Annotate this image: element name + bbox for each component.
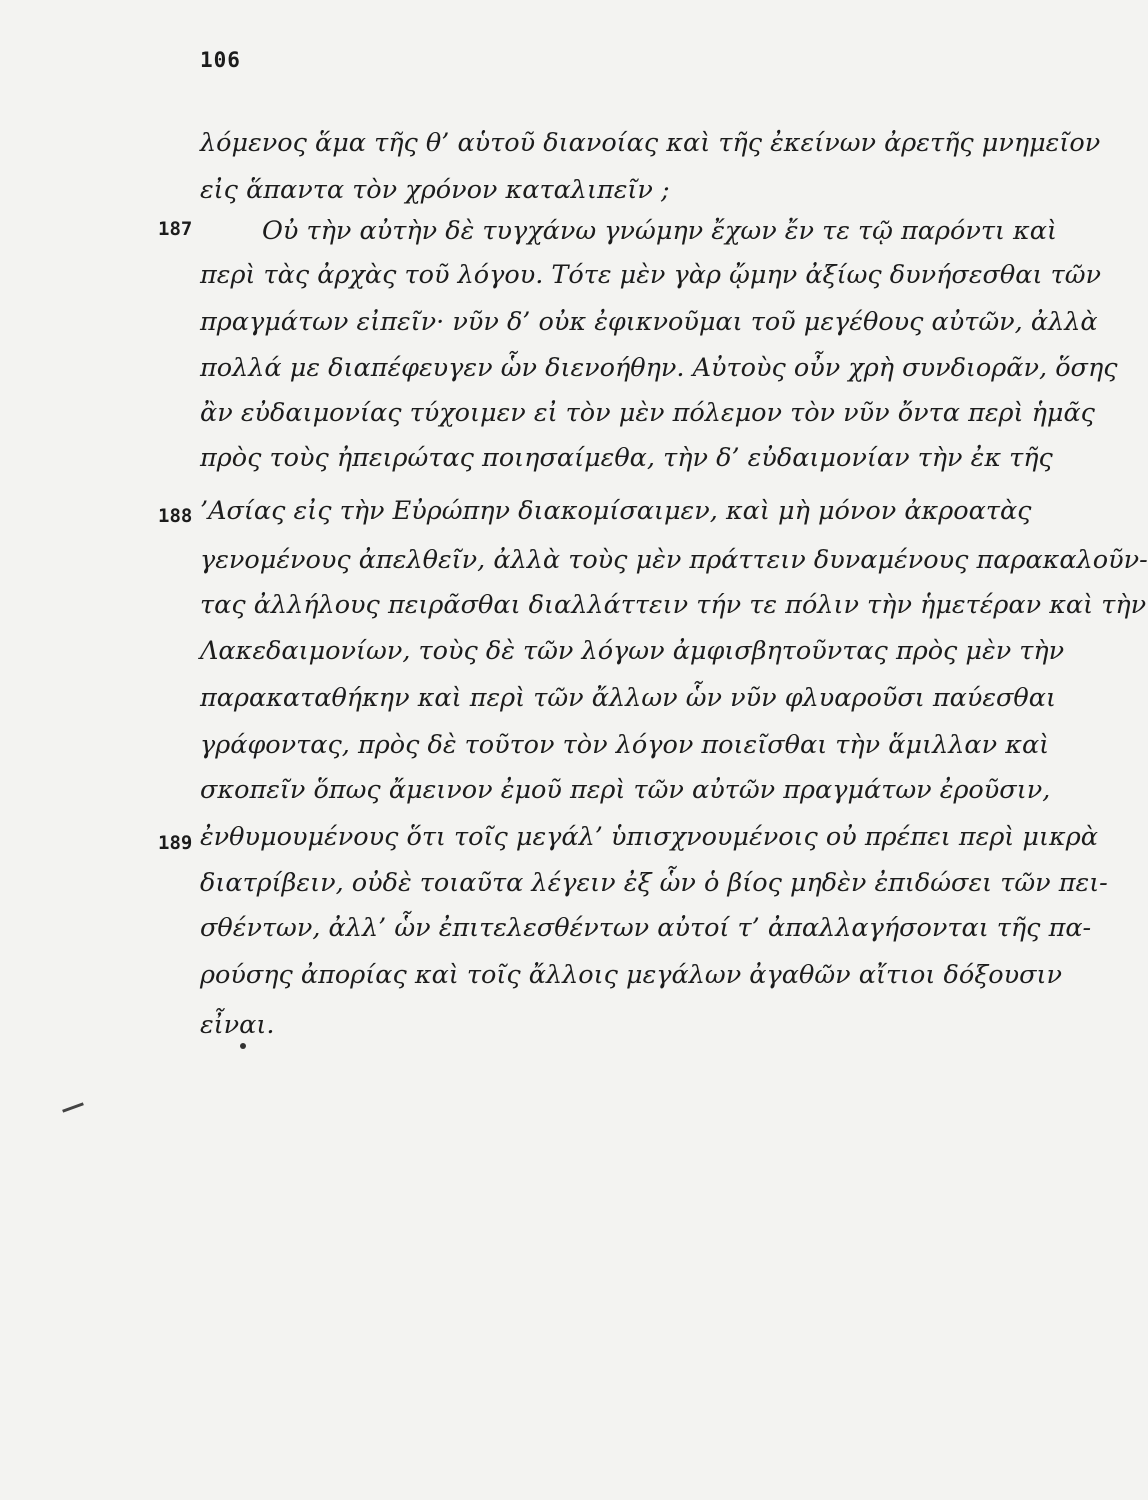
section-number-187: 187 <box>158 218 193 240</box>
ink-dot <box>240 1043 246 1049</box>
text-line: Λακεδαιμονίων, τοὺς δὲ τῶν λόγων ἀμφισβητοῦντας πρὸς μὲν τὴν <box>200 636 1065 666</box>
text-line: Οὐ τὴν αὐτὴν δὲ τυγχάνω γνώμην ἔχων ἔν τε τῷ παρόντι καὶ <box>262 216 1057 246</box>
text-line: γενομένους ἀπελθεῖν, ἀλλὰ τοὺς μὲν πράττειν δυναμένους παρακαλοῦν- <box>200 545 1148 575</box>
text-line: ρούσης ἀπορίας καὶ τοῖς ἄλλοις μεγάλων ἀγαθῶν αἴτιοι δόξουσιν <box>200 960 1063 990</box>
margin-ink-mark <box>62 1102 84 1112</box>
text-line: λόμενος ἅμα τῆς θ’ αὑτοῦ διανοίας καὶ τῆς ἐκείνων ἀρετῆς μνημεῖον <box>200 128 1101 158</box>
text-line: πραγμάτων εἰπεῖν· νῦν δ’ οὐκ ἐφικνοῦμαι τοῦ μεγέθους αὐτῶν, ἀλλὰ <box>200 307 1098 337</box>
text-line: εἶναι. <box>200 1010 275 1040</box>
text-line: σθέντων, ἀλλ’ ὧν ἐπιτελεσθέντων αὐτοί τ’ ἀπαλλαγήσονται τῆς πα- <box>200 913 1092 943</box>
text-line: διατρίβειν, οὐδὲ τοιαῦτα λέγειν ἐξ ὧν ὁ βίος μηδὲν ἐπιδώσει τῶν πει- <box>200 868 1108 898</box>
text-line: σκοπεῖν ὅπως ἄμεινον ἐμοῦ περὶ τῶν αὐτῶν πραγμάτων ἐροῦσιν, <box>200 775 1051 805</box>
text-line: τας ἀλλήλους πειρᾶσθαι διαλλάττειν τήν τε πόλιν τὴν ἡμετέραν καὶ τὴν <box>200 590 1147 620</box>
section-number-188: 188 <box>158 505 193 527</box>
section-number-189: 189 <box>158 832 193 854</box>
text-line: ἂν εὐδαιμονίας τύχοιμεν εἰ τὸν μὲν πόλεμον τὸν νῦν ὄντα περὶ ἡμᾶς <box>200 398 1095 428</box>
text-line: ’Ασίας εἰς τὴν Εὐρώπην διακομίσαιμεν, καὶ μὴ μόνον ἀκροατὰς <box>200 496 1032 526</box>
text-line: εἰς ἅπαντα τὸν χρόνον καταλιπεῖν ; <box>200 175 670 205</box>
text-line: περὶ τὰς ἀρχὰς τοῦ λόγου. Τότε μὲν γὰρ ᾤμην ἀξίως δυνήσεσθαι τῶν <box>200 260 1101 290</box>
text-line: ἐνθυμουμένους ὅτι τοῖς μεγάλ’ ὑπισχνουμένοις οὐ πρέπει περὶ μικρὰ <box>200 822 1098 852</box>
page-number: 106 <box>200 48 241 72</box>
text-line: πολλά με διαπέφευγεν ὧν διενοήθην. Αὐτοὺς οὖν χρὴ συνδιορᾶν, ὅσης <box>200 353 1118 383</box>
text-line: πρὸς τοὺς ἠπειρώτας ποιησαίμεθα, τὴν δ’ εὐδαιμονίαν τὴν ἐκ τῆς <box>200 443 1053 473</box>
text-line: γράφοντας, πρὸς δὲ τοῦτον τὸν λόγον ποιεῖσθαι τὴν ἅμιλλαν καὶ <box>200 730 1050 760</box>
text-line: παρακαταθήκην καὶ περὶ τῶν ἄλλων ὧν νῦν φλυαροῦσι παύεσθαι <box>200 683 1056 713</box>
